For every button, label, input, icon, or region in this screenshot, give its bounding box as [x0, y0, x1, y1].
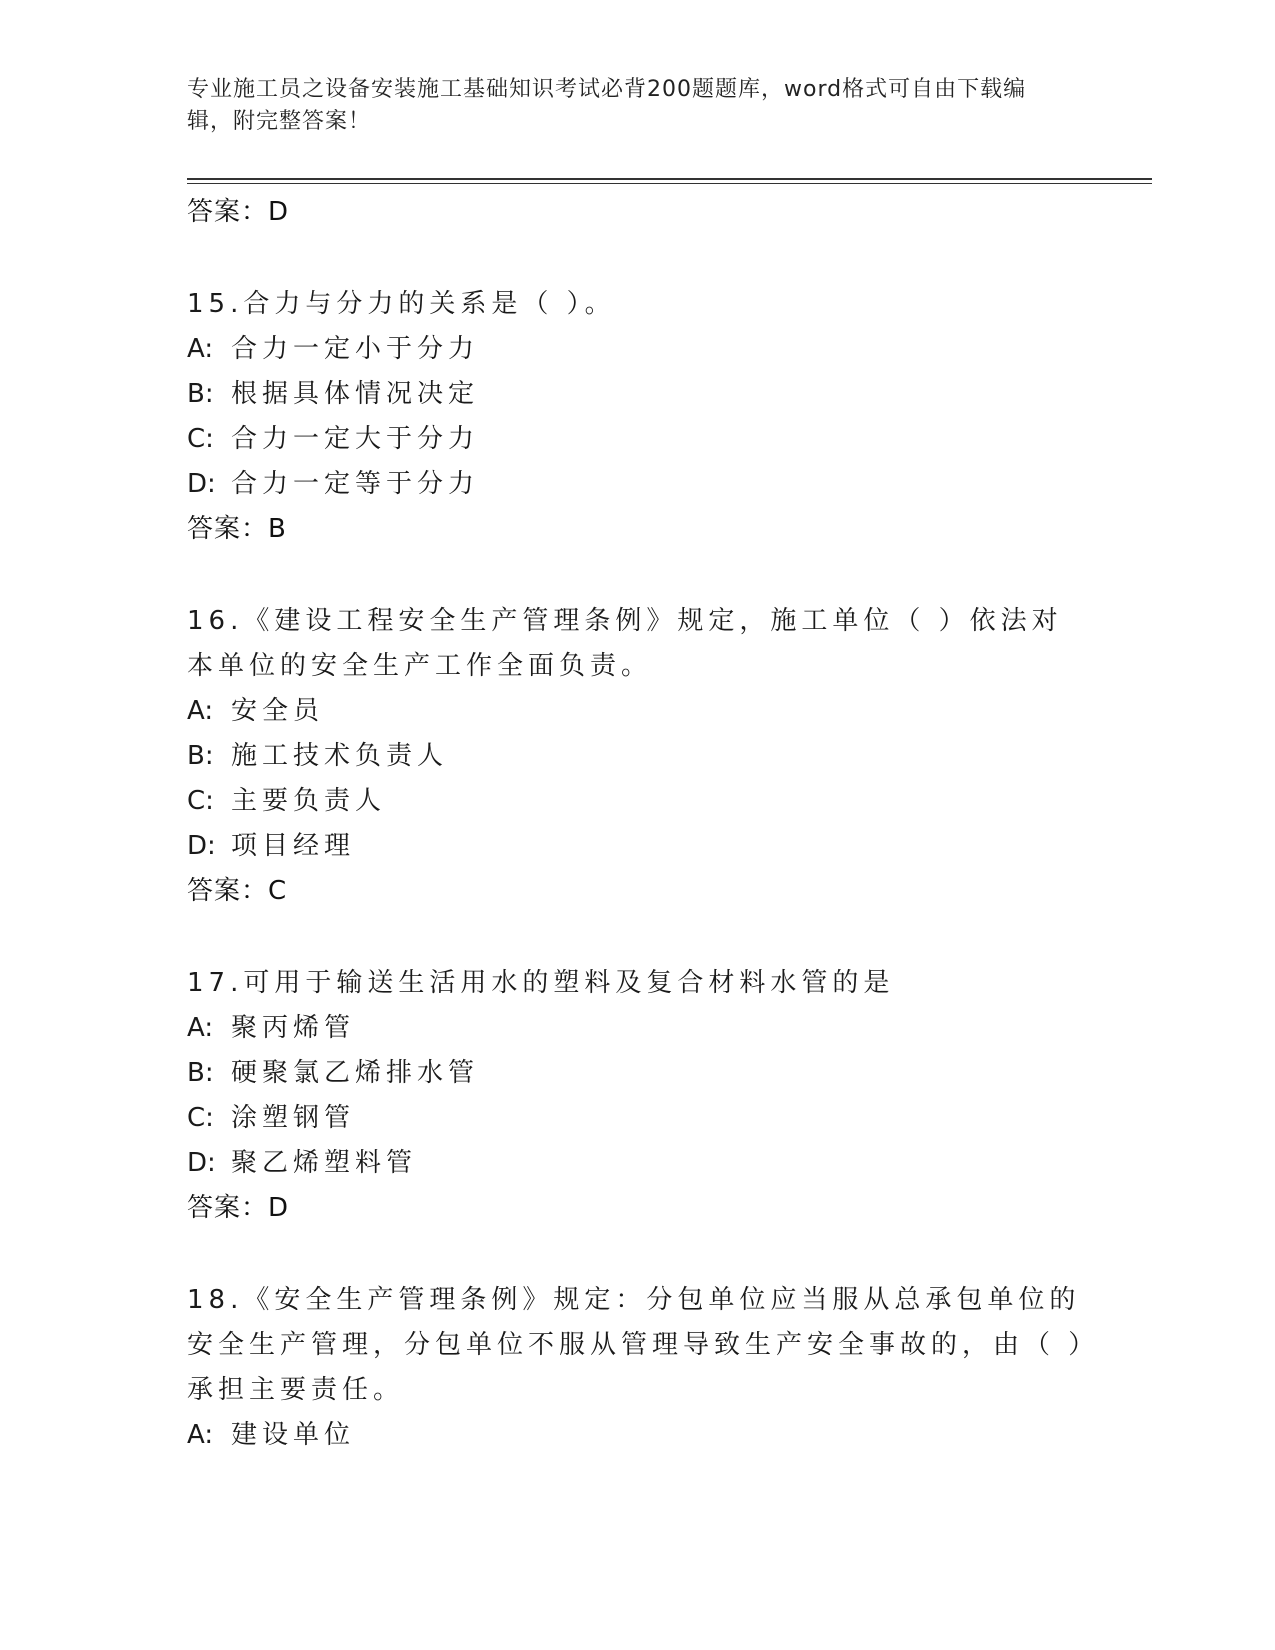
option-text: 施工技术负责人	[231, 741, 449, 771]
option-text: 聚乙烯塑料管	[231, 1148, 418, 1178]
option-text: 聚丙烯管	[231, 1013, 356, 1043]
document-header: 专业施工员之设备安装施工基础知识考试必背200题题库，word格式可自由下载编辑，附完整答案！	[187, 77, 1027, 134]
option-text: 根据具体情况决定	[231, 379, 480, 409]
option-key: B:	[187, 1058, 214, 1088]
option-a	[187, 1413, 1087, 1458]
header-rule-thick	[187, 178, 1152, 180]
option-text: 合力一定大于分力	[231, 424, 480, 454]
question-stem: 17.可用于输送生活用水的塑料及复合材料水管的是	[187, 968, 895, 998]
option-text: 项目经理	[231, 831, 356, 861]
option-key: A:	[187, 696, 214, 726]
option-key: A:	[187, 1013, 214, 1043]
option-b	[187, 734, 1087, 779]
question-15	[187, 282, 1087, 551]
option-key: D:	[187, 1148, 216, 1178]
header-rule-thin	[187, 183, 1152, 184]
option-key: D:	[187, 831, 216, 861]
option-a	[187, 1006, 1087, 1051]
answer-line: 答案：D	[187, 1193, 290, 1223]
option-key: C:	[187, 786, 214, 816]
option-key: B:	[187, 741, 214, 771]
option-text: 涂塑钢管	[231, 1103, 356, 1133]
option-key: C:	[187, 424, 214, 454]
option-text: 主要负责人	[231, 786, 387, 816]
option-key: A:	[187, 334, 214, 364]
option-c	[187, 779, 1087, 824]
option-text: 安全员	[231, 696, 325, 726]
option-text: 合力一定等于分力	[231, 469, 480, 499]
question-stem: 18.《安全生产管理条例》规定：分包单位应当服从总承包单位的安全生产管理，分包单位不服从管理导致生产安全事故的，由（ ）承担主要责任。	[187, 1285, 1087, 1405]
document-body	[187, 190, 1087, 1458]
question-18	[187, 1278, 1087, 1458]
option-c	[187, 1096, 1087, 1141]
option-key: A:	[187, 1420, 214, 1450]
option-d	[187, 824, 1087, 869]
option-b	[187, 1051, 1087, 1096]
question-17	[187, 961, 1087, 1230]
option-c	[187, 417, 1087, 462]
option-key: B:	[187, 379, 214, 409]
question-stem: 16.《建设工程安全生产管理条例》规定，施工单位（ ）依法对本单位的安全生产工作全面负责。	[187, 606, 1063, 681]
option-key: D:	[187, 469, 216, 499]
question-stem: 15.合力与分力的关系是（ ）。	[187, 289, 616, 319]
option-b	[187, 372, 1087, 417]
answer-line: 答案：B	[187, 514, 287, 544]
answer-line: 答案：C	[187, 876, 288, 906]
option-a	[187, 327, 1087, 372]
option-a	[187, 689, 1087, 734]
option-text: 建设单位	[231, 1420, 356, 1450]
option-text: 合力一定小于分力	[231, 334, 480, 364]
answer-line: 答案：D	[187, 197, 290, 227]
option-key: C:	[187, 1103, 214, 1133]
option-d	[187, 462, 1087, 507]
option-d	[187, 1141, 1087, 1186]
option-text: 硬聚氯乙烯排水管	[231, 1058, 480, 1088]
question-16	[187, 599, 1087, 913]
